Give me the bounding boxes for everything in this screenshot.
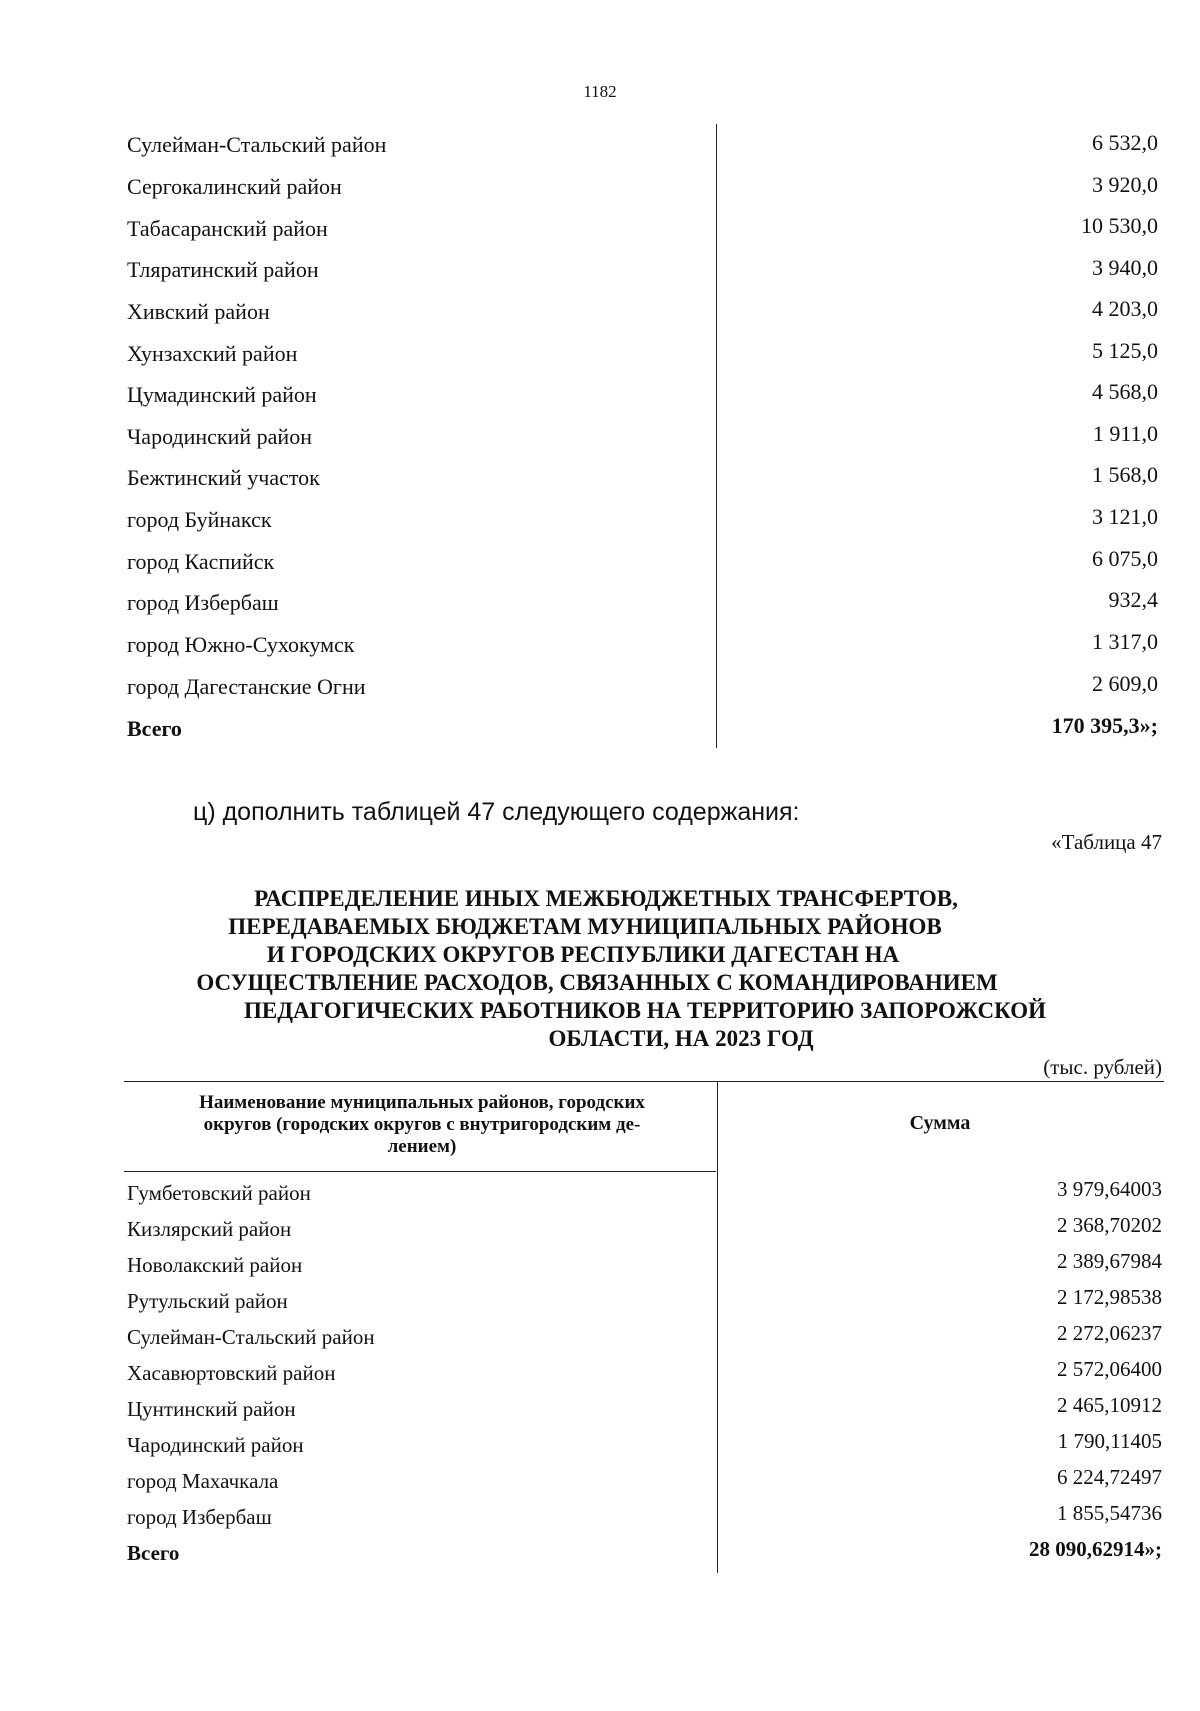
title-line: ПЕДАГОГИЧЕСКИХ РАБОТНИКОВ НА ТЕРРИТОРИЮ ЗАПОРОЖСКОЙ <box>243 998 1047 1023</box>
table-row-value: 2 272,06237 <box>1057 1321 1162 1345</box>
table-row-value: 4 568,0 <box>1092 379 1158 404</box>
table-row-value: 932,4 <box>1108 587 1158 612</box>
table-row-label: Сулейман-Стальский район <box>127 1325 375 1349</box>
table-row-value: 5 125,0 <box>1092 338 1158 363</box>
table-row-label: город Махачкала <box>127 1469 279 1493</box>
table-row-label: Табасаранский район <box>127 216 328 241</box>
table-row-value: 1 568,0 <box>1092 462 1158 487</box>
table-row-label: Кизлярский район <box>127 1217 292 1241</box>
table-row-value: 2 172,98538 <box>1057 1285 1162 1309</box>
table-row-value: 2 465,10912 <box>1057 1393 1162 1417</box>
table-reference: «Таблица 47 <box>1051 830 1162 854</box>
table-row-value: 2 572,06400 <box>1057 1357 1162 1381</box>
table-row-label: город Дагестанские Огни <box>127 674 366 699</box>
table-row-label: Сергокалинский район <box>127 174 342 199</box>
table-row-label: город Избербаш <box>127 1505 272 1529</box>
table-row-label: Цумадинский район <box>127 382 317 407</box>
table-row-label: Сулейман-Стальский район <box>127 132 387 157</box>
table-row-value: 2 609,0 <box>1092 671 1158 696</box>
table-row-value: 3 979,64003 <box>1057 1177 1162 1201</box>
table-row-value: 1 317,0 <box>1092 629 1158 654</box>
table-title <box>0 885 1200 1053</box>
table-row-label: Хасавюртовский район <box>127 1361 336 1385</box>
table-row-value: 6 532,0 <box>1092 130 1158 155</box>
table-row-value: 2 368,70202 <box>1057 1213 1162 1237</box>
column-header-sum: Сумма <box>909 1112 971 1134</box>
table-row-value: 3 940,0 <box>1092 255 1158 280</box>
table-row-value: 2 389,67984 <box>1057 1249 1162 1273</box>
header-line: Наименование муниципальных районов, городских <box>199 1092 645 1113</box>
table-row-label: Чародинский район <box>127 1433 304 1457</box>
table-top-border <box>124 1081 1164 1082</box>
table-row-label: город Буйнакск <box>127 507 272 532</box>
table-row-label: Новолакский район <box>127 1253 303 1277</box>
header-line: лением) <box>387 1136 457 1157</box>
table-row-label: Рутульский район <box>127 1289 288 1313</box>
continued-table-divider <box>716 124 717 748</box>
units-label: (тыс. рублей) <box>1043 1055 1162 1079</box>
title-line: И ГОРОДСКИХ ОКРУГОВ РЕСПУБЛИКИ ДАГЕСТАН НА <box>266 942 900 967</box>
page-number: 1182 <box>583 82 617 101</box>
table-row-value: 3 920,0 <box>1092 172 1158 197</box>
table-row-value: 1 911,0 <box>1092 421 1158 446</box>
table-divider <box>717 1081 718 1573</box>
table-row-label: Тляратинский район <box>127 257 319 282</box>
table-row-value: 4 203,0 <box>1092 296 1158 321</box>
title-line: ОСУЩЕСТВЛЕНИЕ РАСХОДОВ, СВЯЗАННЫХ С КОМАНДИРОВАНИЕМ <box>196 970 998 995</box>
table-row-label: город Каспийск <box>127 549 275 574</box>
table-row-value: 6 075,0 <box>1092 546 1158 571</box>
table-row-label: Цунтинский район <box>127 1397 296 1421</box>
table-row-label: Бежтинский участок <box>127 465 320 490</box>
table-row-label: Гумбетовский район <box>127 1181 311 1205</box>
column-header-name <box>127 1092 717 1158</box>
table-row-label: город Избербаш <box>127 590 279 615</box>
table-header-border <box>124 1171 716 1172</box>
table-row-value: 6 224,72497 <box>1057 1465 1162 1489</box>
title-line: РАСПРЕДЕЛЕНИЕ ИНЫХ МЕЖБЮДЖЕТНЫХ ТРАНСФЕРТОВ, <box>254 886 958 911</box>
table-row-value: 10 530,0 <box>1081 213 1158 238</box>
title-line: ПЕРЕДАВАЕМЫХ БЮДЖЕТАМ МУНИЦИПАЛЬНЫХ РАЙОНОВ <box>228 914 942 939</box>
table-row-value: 1 855,54736 <box>1057 1501 1162 1525</box>
header-line: округов (городских округов с внутригородским де- <box>203 1114 641 1135</box>
total-label: Всего <box>127 716 182 741</box>
table-row-label: Хунзахский район <box>127 341 298 366</box>
table-row-value: 1 790,11405 <box>1057 1429 1162 1453</box>
total-value: 170 395,3»; <box>1051 713 1158 738</box>
total-label: Всего <box>127 1541 180 1565</box>
table-row-label: Чародинский район <box>127 424 312 449</box>
amendment-text: ц) дополнить таблицей 47 следующего содержания: <box>193 798 800 826</box>
table-row-label: город Южно-Сухокумск <box>127 632 355 657</box>
table-row-value: 3 121,0 <box>1092 504 1158 529</box>
title-line: ОБЛАСТИ, НА 2023 ГОД <box>548 1026 814 1051</box>
table-row-label: Хивский район <box>127 299 270 324</box>
total-value: 28 090,62914»; <box>1029 1537 1162 1561</box>
